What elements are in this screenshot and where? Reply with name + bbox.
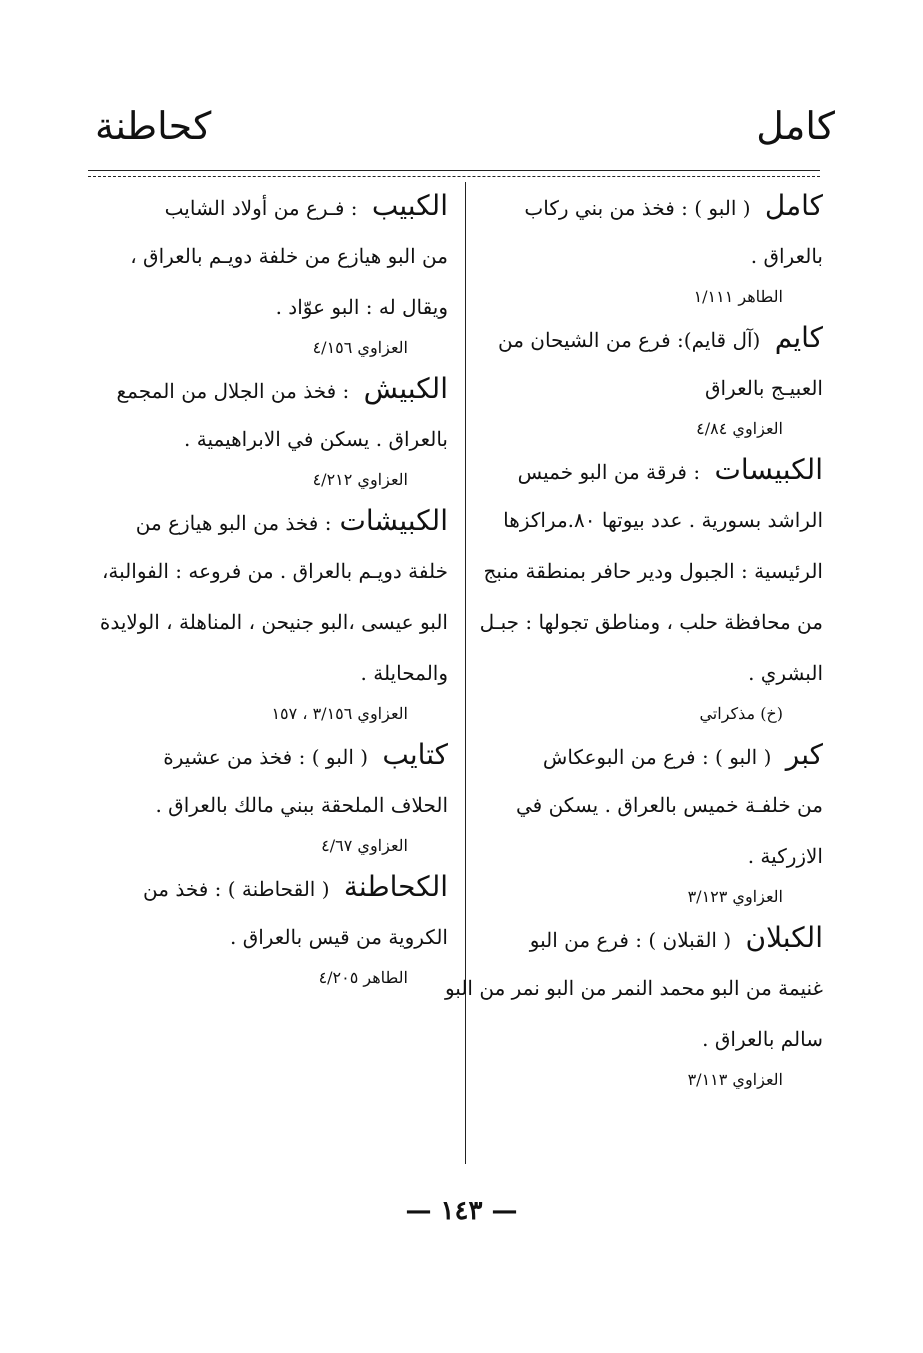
left-column xyxy=(98,180,448,993)
entry-line: البشري . xyxy=(748,661,823,685)
entry-headword: الكبيسات xyxy=(714,453,823,486)
entry-source: العزاوي ٤/٨٤ xyxy=(696,419,783,438)
entry-line: سالم بالعراق . xyxy=(702,1027,823,1051)
entry-source: (خ) مذكراتي xyxy=(699,704,783,723)
entry-first-line: كتايب ( البو ) : فخذ من عشيرة xyxy=(163,738,448,771)
page-number: — ١٤٣ — xyxy=(405,1196,518,1226)
entry-line: العبيـج بالعراق xyxy=(704,376,823,400)
entry-line: الراشد بسورية . عدد بيوتها ٨٠.مراكزها xyxy=(503,508,823,532)
dictionary-entry xyxy=(98,495,448,729)
entry-headword: كبر xyxy=(785,738,823,771)
entry-headword: الكحاطنة xyxy=(343,870,448,903)
entry-source: العزاوي ٤/١٥٦ xyxy=(312,338,408,357)
entry-first-line: الكحاطنة ( القحاطنة ) : فخذ من xyxy=(143,870,448,903)
dictionary-entry xyxy=(98,180,448,363)
entry-line: الكروية من قيس بالعراق . xyxy=(229,925,448,949)
entry-headword: الكبيش xyxy=(363,372,448,405)
entry-headword: كايم xyxy=(774,321,823,354)
entry-line: الحلاف الملحقة ببني مالك بالعراق . xyxy=(155,793,448,817)
entry-line: البو عيسى ،البو جنيحن ، المناهلة ، الولايدة xyxy=(99,610,448,634)
entry-first-line: كامل ( البو ) : فخذ من بني ركاب xyxy=(524,189,823,222)
entry-headword: كامل xyxy=(764,189,823,222)
entry-headword: الكبلان xyxy=(745,921,823,954)
dictionary-entry xyxy=(493,312,823,444)
dictionary-entry xyxy=(493,729,823,912)
dictionary-entry xyxy=(98,363,448,495)
entry-first-line: الكبيسات : فرقة من البو خميس xyxy=(517,453,823,486)
entry-headword: كتايب xyxy=(382,738,448,771)
entry-source: العزاوي ٤/٢١٢ xyxy=(312,470,408,489)
entry-first-line: الكبيب : فـرع من أولاد الشايب xyxy=(164,189,448,222)
header-rule xyxy=(88,170,820,171)
entry-first-line: الكبيش : فخذ من الجلال من المجمع xyxy=(116,372,448,405)
entry-line: من البو هيازع من خلفة دويـم بالعراق ، xyxy=(130,244,448,268)
entry-line: الرئيسية : الجبول ودير حافر بمنطقة منبج xyxy=(483,559,823,583)
dictionary-entry xyxy=(479,444,823,729)
entry-line: بالعراق . يسكن في الابراهيمية . xyxy=(184,427,448,451)
entry-first-line: الكبلان ( القبلان ) : فرع من البو xyxy=(529,921,823,954)
entry-line: بالعراق . xyxy=(750,244,823,268)
entry-source: العزاوي ٣/١٢٣ xyxy=(687,887,783,906)
header-rule-dashed xyxy=(88,176,820,177)
running-head-left: كحاطنة xyxy=(95,104,212,148)
dictionary-entry xyxy=(493,180,823,312)
entry-line: من خلفـة خميس بالعراق . يسكن في xyxy=(515,793,823,817)
entry-line: خلفة دويـم بالعراق . من فروعه : الفوالبة، xyxy=(101,559,448,583)
entry-line: من محافظة حلب ، ومناطق تجولها : جبـل xyxy=(479,610,823,634)
running-head-right: كامل xyxy=(756,104,835,148)
dictionary-entry xyxy=(444,912,823,1095)
dictionary-entry xyxy=(98,729,448,861)
entry-line: غنيمة من البو محمد النمر من البو نمر من البو xyxy=(444,976,823,1000)
entry-first-line: كايم (آل قايم): فرع من الشيحان من xyxy=(497,321,823,354)
entry-source: الطاهر ١/١١١ xyxy=(693,287,783,306)
entry-source: العزاوي ٤/٦٧ xyxy=(321,836,408,855)
entry-headword: الكبيب xyxy=(371,189,448,222)
entry-first-line: كبر ( البو ) : فرع من البوعكاش xyxy=(542,738,823,771)
column-divider xyxy=(465,182,466,1164)
entry-line: ويقال له : البو عوّاد . xyxy=(275,295,448,319)
entry-first-line: الكبيشات: فخذ من البو هيازع من xyxy=(135,504,448,537)
entry-line: الازركية . xyxy=(747,844,823,868)
dictionary-entry xyxy=(98,861,448,993)
entry-source: العزاوي ٣/١٥٦ ، ١٥٧ xyxy=(271,704,408,723)
entry-source: العزاوي ٣/١١٣ xyxy=(687,1070,783,1089)
entry-line: والمحايلة . xyxy=(360,661,448,685)
right-column xyxy=(444,180,823,1095)
entry-source: الطاهر ٤/٢٠٥ xyxy=(318,968,408,987)
entry-headword: الكبيشات xyxy=(339,504,448,537)
